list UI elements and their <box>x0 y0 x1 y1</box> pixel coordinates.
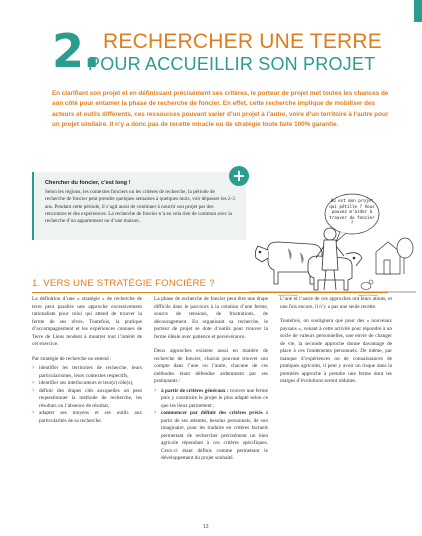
col2-paragraph-2: Deux approches existent aussi en matière de recherche de foncier, chacun pouvant trouver son compte dans l’une ou l’autre, chacune de ces méthodes étant défendue ardemment par ses pratiquants : <box>154 348 268 384</box>
intro-paragraph: En clarifiant son projet et en définissant précisément ses critères, le porteur de projet met toutes les chances de son côté pour entamer la phase de recherche de foncier. En effet, cette recherche implique de mobiliser des acteurs et outils différents, ces ressources pouvant varier d’un projet à l’autre, voire d’un territoire à l’autre pour un projet similaire. Il n’y a donc pas de recette miracle ou de stratégie toute faite 100% garantie. <box>52 90 389 128</box>
plus-icon: + <box>229 166 249 186</box>
speech-bubble: Où est mon projet qui pétille ? Vous pouvez m'aider à trouver du foncier ? <box>329 198 375 226</box>
list-item-lead: à partir de critères généraux : <box>161 387 229 394</box>
list-item: › identifier ses interlocuteurs et leur(s) rôle(s), <box>32 380 142 388</box>
col2-list <box>154 388 268 463</box>
col3-paragraph-1: L’une et l’autre de ces approches ont leurs atouts, et une fois encore, il n’y a pas une seule recette. <box>280 296 392 310</box>
list-item-lead: commencer par définir des critères précis <box>161 410 263 416</box>
col1-list <box>32 365 142 425</box>
corner-tab <box>414 0 422 22</box>
list-item-text: trouver une ferme puis y construire le projet le plus adapté selon ce que les lieux permettent ; <box>161 387 268 409</box>
list-item <box>154 410 268 463</box>
info-box-text: Selon les régions, les contextes fonciers ou les critères de recherche, la période de recherche de foncier peut prendre quelques semaines à quelques mois, voir dépasser les 2-3 ans. Pendant cette période, il s’agit aussi de continuer à nourrir son projet par des rencontres et des expériences. La recherche de foncier n’a en cela rien de commun avec la recherche d’un appartement ou d’une maison. <box>45 189 235 225</box>
chapter-number: 2. <box>52 24 100 78</box>
chapter-title-line1: RECHERCHER UNE TERRE <box>103 30 382 53</box>
column-2 <box>154 296 268 463</box>
list-item-text: à partir de ses attentes, besoins personnels, de son imaginaire, pour les traduire en critères factuels permettant de rechercher précisément un bien agricole répondant à ces critères spécifiques. Ceux-ci étant définis comme permettant le développement du projet souhaité. <box>161 410 268 461</box>
list-item: › identifier les territoires de recherche, leurs particularismes, leurs contextes respectifs, <box>32 365 142 380</box>
section-rule <box>32 292 388 293</box>
column-3 <box>280 296 392 393</box>
chapter-title-line2: POUR ACCUEILLIR SON PROJET <box>88 54 376 74</box>
column-1 <box>32 296 142 425</box>
list-item: › définir des étapes clés auxquelles on peut requestionner la méthode de recherche, les résultats ou l’absence de résultat, <box>32 388 142 411</box>
info-box-title: Chercher du foncier, c’est long ! <box>45 180 131 186</box>
col1-paragraph-1: La définition d’une « stratégie » de recherche de terre peut paraître une approche excessivement rationaliste pour celui qui attend de trouver la ferme de ses rêves. Toutefois, la pratique d’accompagnement et les expériences connues de Terre de Liens tendent à montrer tout l’intérêt de cet exercice. <box>32 296 142 347</box>
list-item: › adapter ses moyens et ses outils aux particularités de sa recherche. <box>32 410 142 425</box>
col3-paragraph-2: Toutefois, on soulignera que pour des « nouveaux paysans », venant à cette activité pour répondre à un socle de valeurs personnelles, une envie de changer de vie, la seconde approche donne davantage de place à ces fondements personnels. De même, par manque d’expériences ou de connaissances de pratiques agricoles, il peut y avoir un risque dans la première approche à prendre une ferme dont les marges d’évolutions seront réduites. <box>280 318 392 384</box>
section-heading: 1. VERS UNE STRATÉGIE FONCIÈRE ? <box>32 278 215 289</box>
page-number: 13 <box>203 524 209 530</box>
col1-paragraph-2: Par stratégie de recherche on entend : <box>32 355 112 362</box>
list-item <box>154 388 268 411</box>
col2-paragraph-1: La phase de recherche de foncier peut être une étape difficile dans le parcours à la création d’une ferme, source de tensions, de frustrations, de découragement. En organisant sa recherche, le porteur de projet se dote d’outils pour trouver la ferme idéale avec patience et persévérance. <box>154 296 268 340</box>
